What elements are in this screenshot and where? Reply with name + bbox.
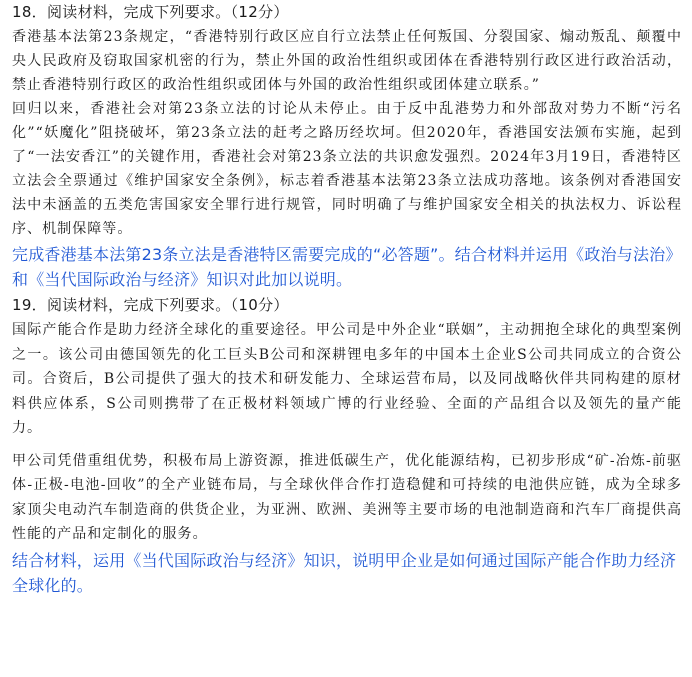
- question-18-task: 完成香港基本法第23条立法是香港特区需要完成的“必答题”。结合材料并运用《政治与法治》和《当代国际政治与经济》知识对此加以说明。: [12, 245, 682, 289]
- question-19-task: 结合材料，运用《当代国际政治与经济》知识，说明甲企业是如何通过国际产能合作助力经济全球化的。: [12, 550, 677, 595]
- question-18-material-1: 香港基本法第23条规定，“香港特别行政区应自行立法禁止任何叛国、分裂国家、煽动叛乱、颠覆中央人民政府及窃取国家机密的行为，禁止外国的政治性组织或团体在香港特别行政区进行政治活动，禁止香港特别行政区的政治性组织或团体与外国的政治性组织或团体建立联系。”: [12, 29, 682, 93]
- question-18-material-2: 回归以来，香港社会对第23条立法的讨论从未停止。由于反中乱港势力和外部敌对势力不断“污名化”“妖魔化”阻挠破坏，第23条立法的赶考之路历经坎坷。但2020年，香港国安法颁布实施，起到了“一法安香江”的关键作用，香港社会对第23条立法的共识愈发强烈。2024年3月19日，香港特区立法会全票通过《维护国家安全条例》，标志着香港基本法第23条立法成功落地。该条例对香港国安法中未涵盖的五类危害国家安全罪行进行规管，同时明确了与维护国家安全相关的执法权力、诉讼程序、机制保障等。: [12, 101, 682, 237]
- question-19-material-2: 甲公司凭借重组优势，积极布局上游资源，推进低碳生产，优化能源结构，已初步形成“矿-冶炼-前驱体-正极-电池-回收”的全产业链布局，与全球伙伴合作打造稳健和可持续的电池供应链，成为全球多家顶尖电动汽车制造商的供货企业，为亚洲、欧洲、美洲等主要市场的电池制造商和汽车厂商提供高性能的产品和定制化的服务。: [12, 452, 682, 542]
- paragraph-gap: [12, 441, 682, 449]
- question-18-title: 18．阅读材料，完成下列要求。（12分）: [12, 3, 289, 21]
- question-19-title: 19．阅读材料，完成下列要求。（10分）: [12, 296, 289, 314]
- question-19-material-1: 国际产能合作是助力经济全球化的重要途径。甲公司是中外企业“联姻”，主动拥抱全球化的典型案例之一。该公司由德国领先的化工巨头B公司和深耕锂电多年的中国本土企业S公司共同成立的合资公司。合资后，B公司提供了强大的技术和研发能力、全球运营布局，以及同战略伙伴共同构建的原材料供应体系，S公司则携带了在正极材料领域广博的行业经验、全面的产品组合以及领先的量产能力。: [12, 322, 682, 436]
- document-page: [0, 2, 692, 598]
